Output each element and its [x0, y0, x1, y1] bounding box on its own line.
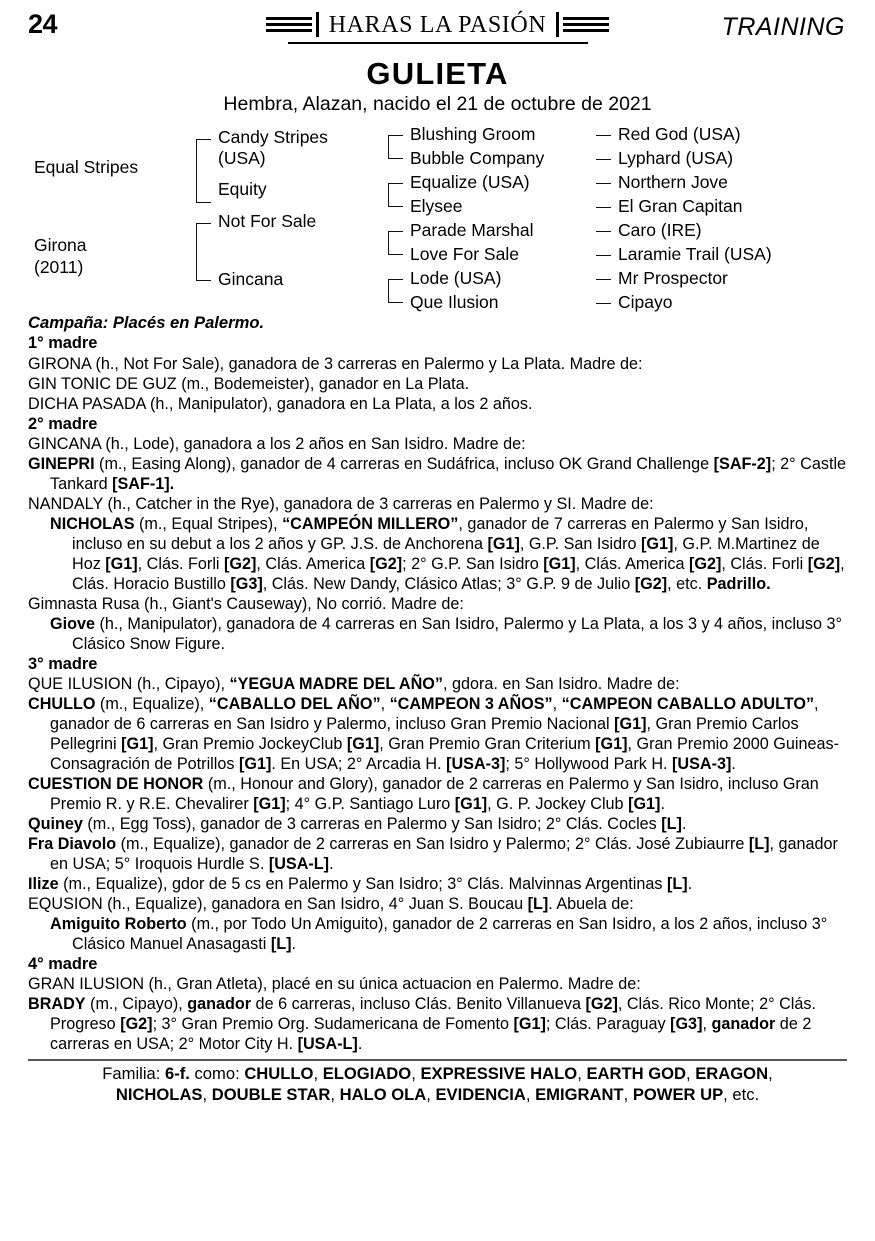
dam-entry: Giove (h., Manipulator), ganadora de 4 carreras en San Isidro, Palermo y La Plata, a los 3 y 4 años, incluso 3° Clásico Snow Figure. — [50, 614, 842, 653]
pedigree-g3-1: Blushing Groom — [410, 123, 536, 144]
horse-description: Hembra, Alazan, nacido el 21 de octubre de 2021 — [223, 92, 652, 115]
pedigree-sire-sire: Candy Stripes (USA) — [218, 126, 328, 169]
pedigree-g4-8: Cipayo — [618, 291, 673, 312]
pedigree-g3-5: Parade Marshal — [410, 219, 534, 240]
dam-heading: 2° madre — [28, 414, 98, 433]
logo-bars-left-icon — [266, 17, 312, 32]
dam-entry: GIN TONIC DE GUZ (m., Bodemeister), ganador en La Plata. — [28, 374, 470, 393]
pedigree-dash-5 — [596, 231, 611, 232]
pedigree-sire: Equal Stripes — [34, 156, 139, 177]
dam-entry: NICHOLAS (m., Equal Stripes), “CAMPEÓN MILLERO”, ganador de 7 carreras en Palermo y San Isidro, incluso en su debut a los 2 años y GP. J.S. de Anchorena [G1], G.P. San Isidro [G1], G.P. M.Martinez de Hoz [G1], Clás. Forli [G2], Clás. America [G2]; 2° G.P. San Isidro [G1], Clás. America [G2], Clás. Forli [G2], Clás. Horacio Bustillo [G3], Clás. New Dandy, Clásico Atlas; 3° G.P. 9 de Julio [G2], etc. Padrillo. — [50, 514, 845, 593]
logo-bars-right-icon — [563, 17, 609, 32]
pedigree-dash-2 — [596, 159, 611, 160]
pedigree-bracket-g3-d — [388, 279, 403, 303]
pedigree-dam-dam: Gincana — [218, 268, 284, 289]
pedigree-narrative — [0, 313, 875, 1054]
pedigree-g4-7: Mr Prospector — [618, 267, 728, 288]
brand-name: HARAS LA PASIÓN — [328, 11, 547, 38]
pedigree-g3-2: Bubble Company — [410, 147, 545, 168]
pedigree-gen2-column — [196, 125, 386, 313]
page-number: 24 — [28, 9, 58, 39]
logo-divider-right-icon — [556, 12, 559, 37]
pedigree-chart — [0, 125, 875, 313]
pedigree-dash-3 — [596, 183, 611, 184]
dam-entry: CUESTION DE HONOR (m., Honour and Glory), ganador de 2 carreras en Palermo y San Isidro, incluso Gran Premio R. y R.E. Chevalirer [G1]; 4° G.P. Santiago Luro [G1], G. P. Jockey Club [G1]. — [28, 775, 819, 814]
pedigree-dash-8 — [596, 303, 611, 304]
dam-entry: NANDALY (h., Catcher in the Rye), ganadora de 3 carreras en Palermo y SI. Madre de: — [28, 494, 654, 513]
pedigree-dam-year: (2011) — [34, 256, 84, 277]
pedigree-dash-4 — [596, 207, 611, 208]
pedigree-bracket-g3-b — [388, 183, 403, 207]
pedigree-bracket-g3-a — [388, 135, 403, 159]
dam-entry: CHULLO (m., Equalize), “CABALLO DEL AÑO”, “CAMPEON 3 AÑOS”, “CAMPEON CABALLO ADULTO”, ganador de 6 carreras en San Isidro y Palermo, incluso Gran Premio Nacional [G1], Gran Premio Carlos Pellegrini [G1], Gran Premio JockeyClub [G1], Gran Premio Gran Criterium [G1], Gran Premio 2000 Guineas-Consagración de Potrillos [G1]. En USA; 2° Arcadia H. [USA-3]; 5° Hollywood Park H. [USA-3]. — [28, 695, 839, 774]
pedigree-g4-2: Lyphard (USA) — [618, 147, 734, 168]
campana-line: Campaña: Placés en Palermo. — [28, 312, 265, 332]
pedigree-g4-5: Caro (IRE) — [618, 219, 702, 240]
pedigree-dam: Girona — [34, 234, 87, 255]
dam-entry: GIRONA (h., Not For Sale), ganadora de 3 carreras en Palermo y La Plata. Madre de: — [28, 354, 643, 373]
pedigree-bracket-sire — [196, 139, 211, 203]
dam-entry: Quiney (m., Egg Toss), ganador de 3 carreras en Palermo y San Isidro; 2° Clás. Cocles [L]. — [28, 815, 687, 834]
dam-entry: GRAN ILUSION (h., Gran Atleta), placé en su única actuacion en Palermo. Madre de: — [28, 975, 641, 994]
dam-heading: 4° madre — [28, 955, 98, 974]
pedigree-dash-7 — [596, 279, 611, 280]
dam-entry: DICHA PASADA (h., Manipulator), ganadora en La Plata, a los 2 años. — [28, 394, 533, 413]
pedigree-g3-4: Elysee — [410, 195, 463, 216]
family-line-2: NICHOLAS, DOUBLE STAR, HALO OLA, EVIDENCIA, EMIGRANT, POWER UP, etc. — [115, 1085, 760, 1105]
logo-underline — [288, 42, 588, 44]
pedigree-g4-6: Laramie Trail (USA) — [618, 243, 772, 264]
pedigree-g4-1: Red God (USA) — [618, 123, 741, 144]
dam-entry: GINEPRI (m., Easing Along), ganador de 4 carreras en Sudáfrica, incluso OK Grand Challenge [SAF-2]; 2° Castle Tankard [SAF-1]. — [28, 454, 847, 493]
dam-entry: BRADY (m., Cipayo), ganador de 6 carreras, incluso Clás. Benito Villanueva [G2], Clás. Rico Monte; 2° Clás. Progreso [G2]; 3° Gran Premio Org. Sudamericana de Fomento [G1]; Clás. Paraguay [G3], ganador de 2 carreras en USA; 2° Motor City H. [USA-L]. — [28, 995, 816, 1054]
pedigree-gen4-column — [596, 125, 866, 313]
dam-sections — [28, 333, 847, 1054]
pedigree-bracket-dam — [196, 223, 211, 281]
logo-divider-left-icon — [316, 12, 319, 37]
pedigree-dash-6 — [596, 255, 611, 256]
pedigree-dam-sire: Not For Sale — [218, 210, 317, 231]
pedigree-g3-6: Love For Sale — [410, 243, 519, 264]
family-line — [0, 1061, 875, 1106]
pedigree-gen1-column — [34, 125, 184, 313]
dam-entry: Fra Diavolo (m., Equalize), ganador de 2 carreras en San Isidro y Palermo; 2° Clás. José Zubiaurre [L], ganador en USA; 5° Iroquois Hurdle S. [USA-L]. — [28, 835, 838, 874]
pedigree-g3-7: Lode (USA) — [410, 267, 502, 288]
pedigree-g4-4: El Gran Capitan — [618, 195, 743, 216]
dam-entry: Ilize (m., Equalize), gdor de 5 cs en Palermo y San Isidro; 3° Clás. Malvinnas Argentinas [L]. — [28, 875, 693, 894]
pedigree-g4-3: Northern Jove — [618, 171, 728, 192]
pedigree-gen3-column — [388, 125, 608, 313]
page-header — [0, 0, 875, 52]
pedigree-bracket-g3-c — [388, 231, 403, 255]
family-line-1: Familia: 6-f. como: CHULLO, ELOGIADO, EXPRESSIVE HALO, EARTH GOD, ERAGON, — [102, 1064, 773, 1084]
dam-heading: 3° madre — [28, 654, 98, 673]
dam-entry: EQUSION (h., Equalize), ganadora en San Isidro, 4° Juan S. Boucau [L]. Abuela de: — [28, 895, 634, 914]
dam-heading: 1° madre — [28, 334, 98, 353]
dam-entry: Amiguito Roberto (m., por Todo Un Amiguito), ganador de 2 carreras en San Isidro, a los 2 años, incluso 3° Clásico Manuel Anasagasti [L]. — [50, 915, 828, 954]
dam-entry: Gimnasta Rusa (h., Giant's Causeway), No corrió. Madre de: — [28, 594, 464, 613]
section-label: TRAINING — [721, 13, 845, 41]
pedigree-sire-dam: Equity — [218, 178, 267, 199]
page-title: GULIETA — [366, 56, 509, 91]
pedigree-g3-8: Que Ilusion — [410, 291, 499, 312]
dam-entry: GINCANA (h., Lode), ganadora a los 2 años en San Isidro. Madre de: — [28, 434, 526, 453]
pedigree-dash-1 — [596, 135, 611, 136]
dam-entry: QUE ILUSION (h., Cipayo), “YEGUA MADRE DEL AÑO”, gdora. en San Isidro. Madre de: — [28, 675, 680, 694]
pedigree-g3-3: Equalize (USA) — [410, 171, 530, 192]
